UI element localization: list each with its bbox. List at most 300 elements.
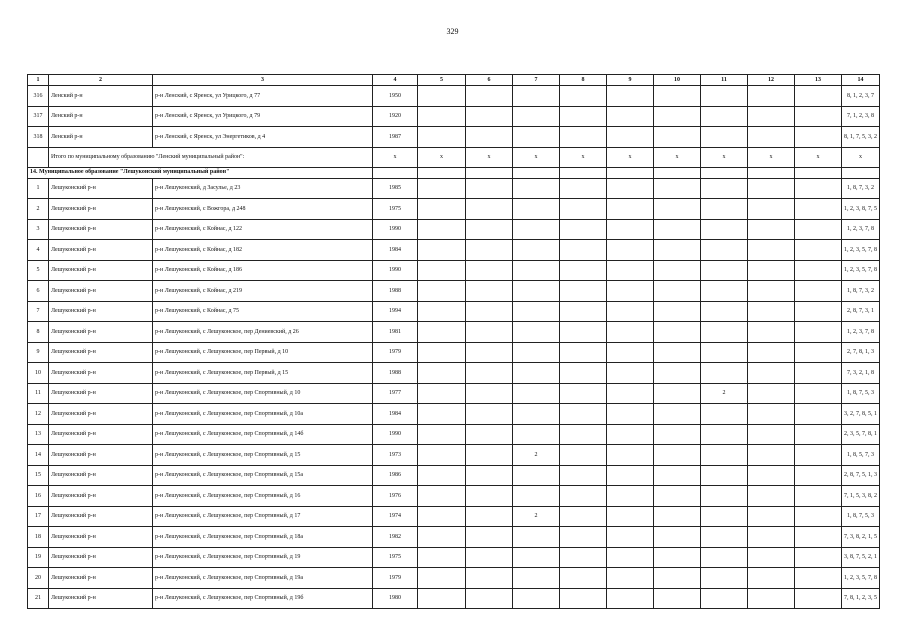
value-cell-7	[513, 383, 560, 404]
value-cell-11: 2	[701, 383, 748, 404]
total-mark: х	[607, 147, 654, 167]
value-cell-8	[560, 301, 607, 322]
value-cell-8	[560, 260, 607, 281]
value-cell-10	[654, 383, 701, 404]
value-cell-12	[748, 301, 795, 322]
value-cell-8	[560, 506, 607, 527]
column-header: 2	[49, 75, 153, 86]
value-cell-13	[795, 199, 842, 220]
total-mark: х	[560, 147, 607, 167]
value-cell-11	[701, 260, 748, 281]
value-cell-8	[560, 424, 607, 445]
value-cell-9	[607, 240, 654, 261]
district-cell: Лешуконский р-н	[49, 424, 153, 445]
value-cell-10	[654, 86, 701, 107]
total-mark: х	[654, 147, 701, 167]
value-cell-12	[748, 424, 795, 445]
district-cell: Лешуконский р-н	[49, 281, 153, 302]
value-cell-6	[466, 404, 513, 425]
value-cell-6	[466, 506, 513, 527]
value-cell-12	[748, 383, 795, 404]
value-cell-10	[654, 260, 701, 281]
value-cell-5	[418, 588, 466, 609]
value-cell-11	[701, 363, 748, 384]
value-cell-8	[560, 568, 607, 589]
row-number: 3	[28, 219, 49, 240]
row-number: 21	[28, 588, 49, 609]
value-cell-13	[795, 486, 842, 507]
district-cell: Лешуконский р-н	[49, 445, 153, 466]
total-mark: х	[701, 147, 748, 167]
address-cell: р-н Лешуконский, с Лешуконское, пер Первый, д 10	[153, 342, 373, 363]
year-cell: 1976	[373, 486, 418, 507]
value-cell-7	[513, 281, 560, 302]
value-cell-8	[560, 445, 607, 466]
value-cell-7	[513, 547, 560, 568]
value-cell-5	[418, 106, 466, 127]
district-cell: Лешуконский р-н	[49, 547, 153, 568]
row-number: 11	[28, 383, 49, 404]
row-number: 16	[28, 486, 49, 507]
value-cell-8	[560, 322, 607, 343]
value-cell-11	[701, 178, 748, 199]
value-cell-13	[795, 342, 842, 363]
value-cell-9	[607, 383, 654, 404]
table-row	[28, 240, 880, 261]
district-cell: Лешуконский р-н	[49, 383, 153, 404]
section-blank	[842, 167, 880, 178]
year-cell: 1985	[373, 178, 418, 199]
value-cell-11	[701, 465, 748, 486]
priority-cell: 3, 8, 7, 5, 2, 1	[842, 547, 880, 568]
priority-cell: 3, 2, 7, 8, 5, 1	[842, 404, 880, 425]
value-cell-11	[701, 404, 748, 425]
year-cell: 1986	[373, 465, 418, 486]
year-cell: 1984	[373, 240, 418, 261]
section-row	[28, 167, 880, 178]
row-number: 5	[28, 260, 49, 281]
value-cell-8	[560, 178, 607, 199]
section-blank	[373, 167, 418, 178]
value-cell-12	[748, 106, 795, 127]
value-cell-7	[513, 86, 560, 107]
value-cell-6	[466, 281, 513, 302]
priority-cell: 1, 8, 7, 5, 3	[842, 506, 880, 527]
value-cell-11	[701, 486, 748, 507]
district-cell: Ленский р-н	[49, 86, 153, 107]
address-cell: р-н Лешуконский, с Койнас, д 219	[153, 281, 373, 302]
value-cell-6	[466, 486, 513, 507]
value-cell-12	[748, 486, 795, 507]
section-blank	[607, 167, 654, 178]
year-cell: 1974	[373, 506, 418, 527]
value-cell-8	[560, 547, 607, 568]
value-cell-5	[418, 127, 466, 148]
table-row	[28, 342, 880, 363]
value-cell-10	[654, 506, 701, 527]
row-number: 316	[28, 86, 49, 107]
value-cell-9	[607, 342, 654, 363]
table-row	[28, 588, 880, 609]
value-cell-11	[701, 322, 748, 343]
table-row	[28, 445, 880, 466]
value-cell-8	[560, 342, 607, 363]
row-number: 20	[28, 568, 49, 589]
value-cell-9	[607, 127, 654, 148]
value-cell-11	[701, 86, 748, 107]
value-cell-5	[418, 486, 466, 507]
value-cell-7	[513, 527, 560, 548]
value-cell-6	[466, 322, 513, 343]
table-row	[28, 86, 880, 107]
value-cell-11	[701, 588, 748, 609]
value-cell-12	[748, 240, 795, 261]
value-cell-6	[466, 588, 513, 609]
value-cell-8	[560, 86, 607, 107]
column-header: 7	[513, 75, 560, 86]
value-cell-10	[654, 127, 701, 148]
district-cell: Лешуконский р-н	[49, 219, 153, 240]
total-mark: х	[513, 147, 560, 167]
table-row	[28, 199, 880, 220]
column-header: 10	[654, 75, 701, 86]
year-cell: 1920	[373, 106, 418, 127]
value-cell-9	[607, 281, 654, 302]
table-row	[28, 322, 880, 343]
value-cell-9	[607, 424, 654, 445]
total-mark: х	[842, 147, 880, 167]
value-cell-13	[795, 547, 842, 568]
value-cell-11	[701, 106, 748, 127]
address-cell: р-н Лешуконский, д Засулье, д 23	[153, 178, 373, 199]
total-mark: х	[748, 147, 795, 167]
address-cell: р-н Лешуконский, с Лешуконское, пер Первый, д 15	[153, 363, 373, 384]
value-cell-10	[654, 363, 701, 384]
value-cell-9	[607, 86, 654, 107]
address-cell: р-н Лешуконский, с Лешуконское, пер Дениевский, д 26	[153, 322, 373, 343]
value-cell-5	[418, 178, 466, 199]
value-cell-5	[418, 506, 466, 527]
value-cell-10	[654, 547, 701, 568]
value-cell-7	[513, 127, 560, 148]
value-cell-5	[418, 568, 466, 589]
table-row	[28, 383, 880, 404]
value-cell-11	[701, 301, 748, 322]
value-cell-12	[748, 547, 795, 568]
value-cell-13	[795, 301, 842, 322]
value-cell-6	[466, 240, 513, 261]
value-cell-8	[560, 363, 607, 384]
value-cell-5	[418, 424, 466, 445]
value-cell-13	[795, 363, 842, 384]
column-header: 5	[418, 75, 466, 86]
section-blank	[466, 167, 513, 178]
value-cell-8	[560, 465, 607, 486]
district-cell: Лешуконский р-н	[49, 568, 153, 589]
value-cell-11	[701, 199, 748, 220]
value-cell-12	[748, 527, 795, 548]
value-cell-12	[748, 199, 795, 220]
column-header: 1	[28, 75, 49, 86]
value-cell-7	[513, 404, 560, 425]
address-cell: р-н Лешуконский, с Лешуконское, пер Спортивный, д 16	[153, 486, 373, 507]
value-cell-6	[466, 527, 513, 548]
value-cell-12	[748, 568, 795, 589]
address-cell: р-н Лешуконский, с Койнас, д 182	[153, 240, 373, 261]
address-cell: р-н Лешуконский, с Лешуконское, пер Спортивный, д 18а	[153, 527, 373, 548]
value-cell-12	[748, 506, 795, 527]
district-cell: Лешуконский р-н	[49, 240, 153, 261]
value-cell-9	[607, 363, 654, 384]
value-cell-11	[701, 527, 748, 548]
table-row	[28, 424, 880, 445]
priority-cell: 8, 1, 2, 3, 7	[842, 86, 880, 107]
value-cell-13	[795, 260, 842, 281]
total-blank	[28, 147, 49, 167]
year-cell: 1975	[373, 199, 418, 220]
value-cell-6	[466, 260, 513, 281]
value-cell-9	[607, 404, 654, 425]
year-cell: 1950	[373, 86, 418, 107]
priority-cell: 7, 3, 8, 2, 1, 5	[842, 527, 880, 548]
value-cell-6	[466, 86, 513, 107]
column-header: 13	[795, 75, 842, 86]
year-cell: 1984	[373, 404, 418, 425]
value-cell-6	[466, 178, 513, 199]
priority-cell: 1, 2, 3, 5, 7, 8	[842, 568, 880, 589]
priority-cell: 7, 8, 1, 2, 3, 5	[842, 588, 880, 609]
value-cell-12	[748, 342, 795, 363]
value-cell-9	[607, 106, 654, 127]
district-cell: Лешуконский р-н	[49, 527, 153, 548]
row-number: 17	[28, 506, 49, 527]
table-row	[28, 127, 880, 148]
row-number: 4	[28, 240, 49, 261]
value-cell-5	[418, 219, 466, 240]
row-number: 19	[28, 547, 49, 568]
year-cell: 1987	[373, 127, 418, 148]
priority-cell: 8, 1, 7, 5, 3, 2	[842, 127, 880, 148]
table-row	[28, 404, 880, 425]
address-cell: р-н Ленский, с Яренск, ул Урицкого, д 77	[153, 86, 373, 107]
value-cell-11	[701, 568, 748, 589]
value-cell-7	[513, 342, 560, 363]
value-cell-11	[701, 506, 748, 527]
table-row	[28, 260, 880, 281]
value-cell-8	[560, 486, 607, 507]
value-cell-10	[654, 178, 701, 199]
value-cell-9	[607, 465, 654, 486]
value-cell-13	[795, 86, 842, 107]
table-row	[28, 106, 880, 127]
priority-cell: 7, 3, 2, 1, 8	[842, 363, 880, 384]
value-cell-6	[466, 219, 513, 240]
value-cell-10	[654, 106, 701, 127]
value-cell-8	[560, 588, 607, 609]
table-row	[28, 301, 880, 322]
total-mark: х	[795, 147, 842, 167]
row-number: 13	[28, 424, 49, 445]
value-cell-13	[795, 106, 842, 127]
value-cell-6	[466, 383, 513, 404]
value-cell-9	[607, 178, 654, 199]
value-cell-7	[513, 301, 560, 322]
column-header: 9	[607, 75, 654, 86]
value-cell-13	[795, 281, 842, 302]
value-cell-12	[748, 86, 795, 107]
address-cell: р-н Лешуконский, с Лешуконское, пер Спортивный, д 19б	[153, 588, 373, 609]
value-cell-5	[418, 547, 466, 568]
priority-cell: 2, 8, 7, 5, 1, 3	[842, 465, 880, 486]
value-cell-8	[560, 127, 607, 148]
value-cell-5	[418, 342, 466, 363]
table-row	[28, 178, 880, 199]
value-cell-12	[748, 588, 795, 609]
value-cell-12	[748, 404, 795, 425]
value-cell-7	[513, 568, 560, 589]
address-cell: р-н Лешуконский, с Лешуконское, пер Спортивный, д 19а	[153, 568, 373, 589]
row-number: 10	[28, 363, 49, 384]
priority-cell: 1, 2, 3, 7, 8	[842, 322, 880, 343]
value-cell-9	[607, 219, 654, 240]
row-number: 14	[28, 445, 49, 466]
value-cell-13	[795, 178, 842, 199]
district-cell: Лешуконский р-н	[49, 260, 153, 281]
district-cell: Лешуконский р-н	[49, 342, 153, 363]
value-cell-5	[418, 86, 466, 107]
row-number: 2	[28, 199, 49, 220]
priority-cell: 1, 8, 7, 3, 2	[842, 178, 880, 199]
year-cell: 1990	[373, 424, 418, 445]
table-row	[28, 486, 880, 507]
value-cell-11	[701, 445, 748, 466]
value-cell-9	[607, 506, 654, 527]
value-cell-9	[607, 568, 654, 589]
section-blank	[513, 167, 560, 178]
address-cell: р-н Лешуконский, с Лешуконское, пер Спортивный, д 14б	[153, 424, 373, 445]
priority-cell: 1, 8, 5, 7, 3	[842, 445, 880, 466]
row-number: 7	[28, 301, 49, 322]
year-cell: 1979	[373, 568, 418, 589]
priority-cell: 2, 7, 8, 1, 3	[842, 342, 880, 363]
value-cell-7	[513, 486, 560, 507]
value-cell-7	[513, 424, 560, 445]
header-row	[28, 75, 880, 86]
year-cell: 1979	[373, 342, 418, 363]
priority-cell: 1, 8, 7, 3, 2	[842, 281, 880, 302]
value-cell-13	[795, 127, 842, 148]
total-mark: х	[466, 147, 513, 167]
year-cell: 1980	[373, 588, 418, 609]
district-cell: Лешуконский р-н	[49, 404, 153, 425]
table-row	[28, 506, 880, 527]
value-cell-12	[748, 219, 795, 240]
value-cell-7	[513, 260, 560, 281]
value-cell-5	[418, 404, 466, 425]
total-mark: х	[418, 147, 466, 167]
value-cell-13	[795, 240, 842, 261]
value-cell-6	[466, 301, 513, 322]
value-cell-8	[560, 106, 607, 127]
value-cell-5	[418, 199, 466, 220]
district-cell: Лешуконский р-н	[49, 465, 153, 486]
year-cell: 1977	[373, 383, 418, 404]
value-cell-5	[418, 240, 466, 261]
housing-table	[27, 74, 880, 609]
priority-cell: 2, 3, 5, 7, 8, 1	[842, 424, 880, 445]
value-cell-5	[418, 281, 466, 302]
address-cell: р-н Лешуконский, с Лешуконское, пер Спортивный, д 10	[153, 383, 373, 404]
value-cell-10	[654, 527, 701, 548]
value-cell-8	[560, 383, 607, 404]
value-cell-13	[795, 322, 842, 343]
total-mark: х	[373, 147, 418, 167]
section-blank	[654, 167, 701, 178]
address-cell: р-н Лешуконский, с Койнас, д 122	[153, 219, 373, 240]
row-number: 318	[28, 127, 49, 148]
value-cell-5	[418, 527, 466, 548]
priority-cell: 1, 8, 7, 5, 3	[842, 383, 880, 404]
year-cell: 1975	[373, 547, 418, 568]
table-row	[28, 363, 880, 384]
value-cell-6	[466, 127, 513, 148]
value-cell-6	[466, 568, 513, 589]
value-cell-6	[466, 547, 513, 568]
column-header: 4	[373, 75, 418, 86]
value-cell-11	[701, 342, 748, 363]
value-cell-12	[748, 322, 795, 343]
value-cell-7	[513, 322, 560, 343]
value-cell-6	[466, 106, 513, 127]
address-cell: р-н Лешуконский, с Лешуконское, пер Спортивный, д 10а	[153, 404, 373, 425]
section-blank	[560, 167, 607, 178]
value-cell-10	[654, 404, 701, 425]
value-cell-6	[466, 465, 513, 486]
value-cell-5	[418, 465, 466, 486]
district-cell: Лешуконский р-н	[49, 178, 153, 199]
row-number: 1	[28, 178, 49, 199]
value-cell-7	[513, 219, 560, 240]
district-cell: Лешуконский р-н	[49, 588, 153, 609]
table-row	[28, 547, 880, 568]
table-row	[28, 281, 880, 302]
value-cell-9	[607, 199, 654, 220]
address-cell: р-н Ленский, с Яренск, ул Энергетиков, д 4	[153, 127, 373, 148]
value-cell-7	[513, 199, 560, 220]
table-row	[28, 527, 880, 548]
value-cell-5	[418, 301, 466, 322]
value-cell-8	[560, 281, 607, 302]
column-header: 8	[560, 75, 607, 86]
value-cell-10	[654, 424, 701, 445]
value-cell-6	[466, 199, 513, 220]
column-header: 14	[842, 75, 880, 86]
value-cell-13	[795, 424, 842, 445]
value-cell-7	[513, 178, 560, 199]
district-cell: Лешуконский р-н	[49, 486, 153, 507]
value-cell-5	[418, 322, 466, 343]
value-cell-11	[701, 424, 748, 445]
value-cell-7	[513, 106, 560, 127]
value-cell-10	[654, 199, 701, 220]
year-cell: 1982	[373, 527, 418, 548]
value-cell-12	[748, 178, 795, 199]
district-cell: Лешуконский р-н	[49, 199, 153, 220]
priority-cell: 1, 2, 3, 5, 7, 8	[842, 260, 880, 281]
value-cell-9	[607, 301, 654, 322]
row-number: 12	[28, 404, 49, 425]
year-cell: 1988	[373, 281, 418, 302]
